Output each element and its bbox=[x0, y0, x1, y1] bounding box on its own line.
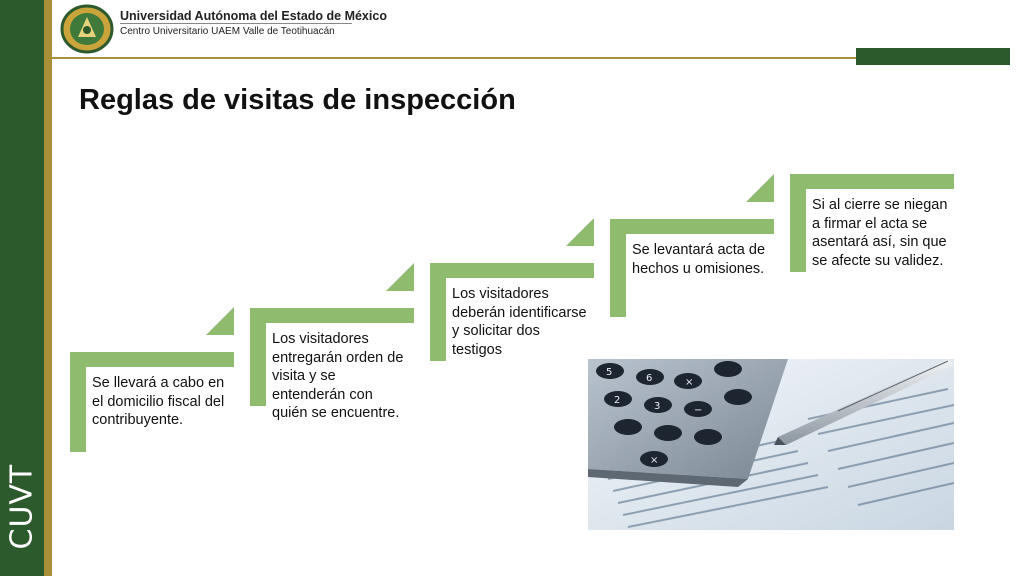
svg-text:5: 5 bbox=[606, 367, 613, 378]
step-arrow bbox=[206, 307, 234, 335]
sidebar-label: CUVT bbox=[4, 463, 40, 550]
sidebar-stripe bbox=[44, 0, 52, 576]
svg-text:3: 3 bbox=[654, 401, 661, 412]
step-text: Se llevará a cabo en el domicilio fiscal del contribuyente. bbox=[92, 375, 225, 428]
step-2 bbox=[250, 263, 420, 453]
step-text: Los visitadores deberán identificarse y solicitar dos testigos bbox=[452, 286, 587, 358]
slide-title: Reglas de visitas de inspección bbox=[79, 84, 516, 116]
step-text: Si al cierre se niegan a firmar el acta se asentará así, sin que se afecte su validez. bbox=[812, 197, 948, 269]
step-arrow bbox=[386, 263, 414, 291]
header-line bbox=[52, 57, 856, 59]
calculator-finance-photo bbox=[588, 359, 954, 530]
step-text: Se levantará acta de hechos u omisiones. bbox=[632, 242, 766, 277]
svg-text:×: × bbox=[650, 455, 659, 466]
svg-text:6: 6 bbox=[646, 373, 653, 384]
svg-text:×: × bbox=[685, 377, 694, 388]
svg-text:2: 2 bbox=[614, 395, 621, 406]
header-accent-bar bbox=[856, 48, 1010, 65]
step-arrow bbox=[746, 174, 774, 202]
svg-text:−: − bbox=[694, 405, 703, 416]
step-4 bbox=[610, 174, 780, 324]
header-divider bbox=[120, 23, 352, 24]
step-5 bbox=[790, 174, 960, 274]
university-name: Universidad Autónoma del Estado de México bbox=[120, 9, 387, 23]
step-arrow bbox=[566, 218, 594, 246]
step-1 bbox=[70, 307, 240, 453]
university-seal-icon bbox=[60, 4, 114, 54]
step-text: Los visitadores entregarán orden de visita y se entenderán con quién se encuentre. bbox=[272, 331, 404, 421]
step-3 bbox=[430, 218, 600, 368]
campus-name: Centro Universitario UAEM Valle de Teotihuacán bbox=[120, 26, 335, 37]
